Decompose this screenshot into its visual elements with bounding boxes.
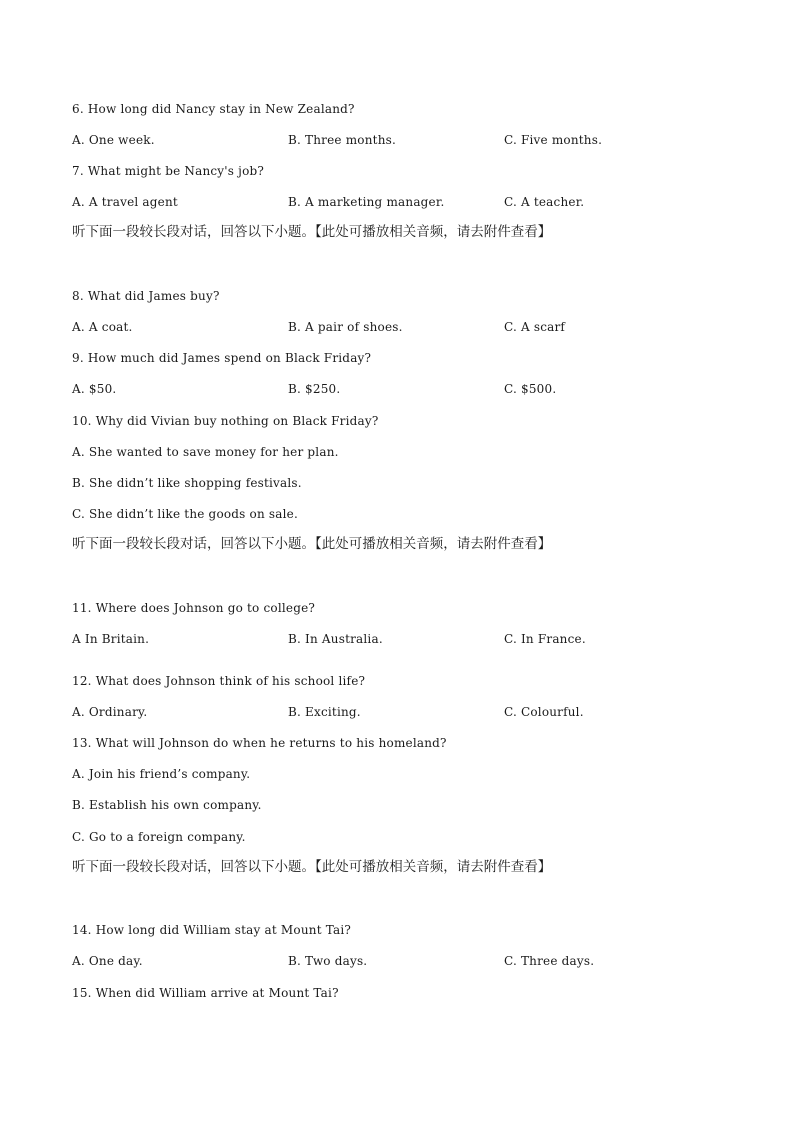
question-8 xyxy=(72,289,220,303)
q12-option-a: A. Ordinary. xyxy=(72,705,148,719)
q8-option-a: A. A coat. xyxy=(72,320,133,334)
q7-option-c: C. A teacher. xyxy=(504,195,585,209)
q6-option-c: C. Five months. xyxy=(504,133,603,147)
q8-option-c: C. A scarf xyxy=(504,320,566,334)
question-text: How long did William stay at Mount Tai? xyxy=(95,923,352,937)
question-number: 13. xyxy=(72,736,92,750)
q11-option-a: A In Britain. xyxy=(72,632,150,646)
audio-instruction-1: 听下面一段较长段对话，回答以下小题。【此处可播放相关音频，请去附件查看】 xyxy=(72,224,552,240)
q9-option-b: B. $250. xyxy=(288,382,341,396)
question-text: How long did Nancy stay in New Zealand? xyxy=(87,102,355,116)
question-11 xyxy=(72,601,315,615)
question-text: What did James buy? xyxy=(87,289,220,303)
q13-option-b: B. Establish his own company. xyxy=(72,798,262,812)
q11-option-c: C. In France. xyxy=(504,632,586,646)
audio-instruction-3: 听下面一段较长段对话，回答以下小题。【此处可播放相关音频，请去附件查看】 xyxy=(72,859,552,875)
question-text: What might be Nancy's job? xyxy=(87,164,265,178)
q9-option-c: C. $500. xyxy=(504,382,557,396)
q7-option-a: A. A travel agent xyxy=(72,195,178,209)
q10-option-c: C. She didn’t like the goods on sale. xyxy=(72,507,298,521)
q11-option-b: B. In Australia. xyxy=(288,632,383,646)
q7-option-b: B. A marketing manager. xyxy=(288,195,445,209)
question-6 xyxy=(72,102,355,116)
q14-option-c: C. Three days. xyxy=(504,954,595,968)
q14-option-b: B. Two days. xyxy=(288,954,368,968)
question-number: 8. xyxy=(72,289,84,303)
question-text: When did William arrive at Mount Tai? xyxy=(95,986,339,1000)
q6-option-b: B. Three months. xyxy=(288,133,396,147)
question-number: 10. xyxy=(72,414,92,428)
audio-instruction-2: 听下面一段较长段对话，回答以下小题。【此处可播放相关音频，请去附件查看】 xyxy=(72,536,552,552)
question-14 xyxy=(72,923,351,937)
question-13 xyxy=(72,736,447,750)
question-15 xyxy=(72,986,339,1000)
question-text: Why did Vivian buy nothing on Black Friday? xyxy=(95,414,379,428)
q9-option-a: A. $50. xyxy=(72,382,117,396)
q8-option-b: B. A pair of shoes. xyxy=(288,320,403,334)
question-7 xyxy=(72,164,264,178)
q10-option-b: B. She didn’t like shopping festivals. xyxy=(72,476,302,490)
question-number: 14. xyxy=(72,923,92,937)
q14-option-a: A. One day. xyxy=(72,954,143,968)
q12-option-b: B. Exciting. xyxy=(288,705,361,719)
q13-option-c: C. Go to a foreign company. xyxy=(72,830,246,844)
question-number: 15. xyxy=(72,986,92,1000)
question-text: What does Johnson think of his school life? xyxy=(95,674,366,688)
q13-option-a: A. Join his friend’s company. xyxy=(72,767,251,781)
question-text: What will Johnson do when he returns to his homeland? xyxy=(95,736,447,750)
question-12 xyxy=(72,674,365,688)
question-text: How much did James spend on Black Friday? xyxy=(87,351,372,365)
question-9 xyxy=(72,351,371,365)
question-number: 11. xyxy=(72,601,92,615)
question-number: 12. xyxy=(72,674,92,688)
question-number: 7. xyxy=(72,164,84,178)
question-text: Where does Johnson go to college? xyxy=(95,601,316,615)
question-10 xyxy=(72,414,379,428)
q10-option-a: A. She wanted to save money for her plan. xyxy=(72,445,339,459)
question-number: 6. xyxy=(72,102,84,116)
q6-option-a: A. One week. xyxy=(72,133,155,147)
q12-option-c: C. Colourful. xyxy=(504,705,584,719)
question-number: 9. xyxy=(72,351,84,365)
